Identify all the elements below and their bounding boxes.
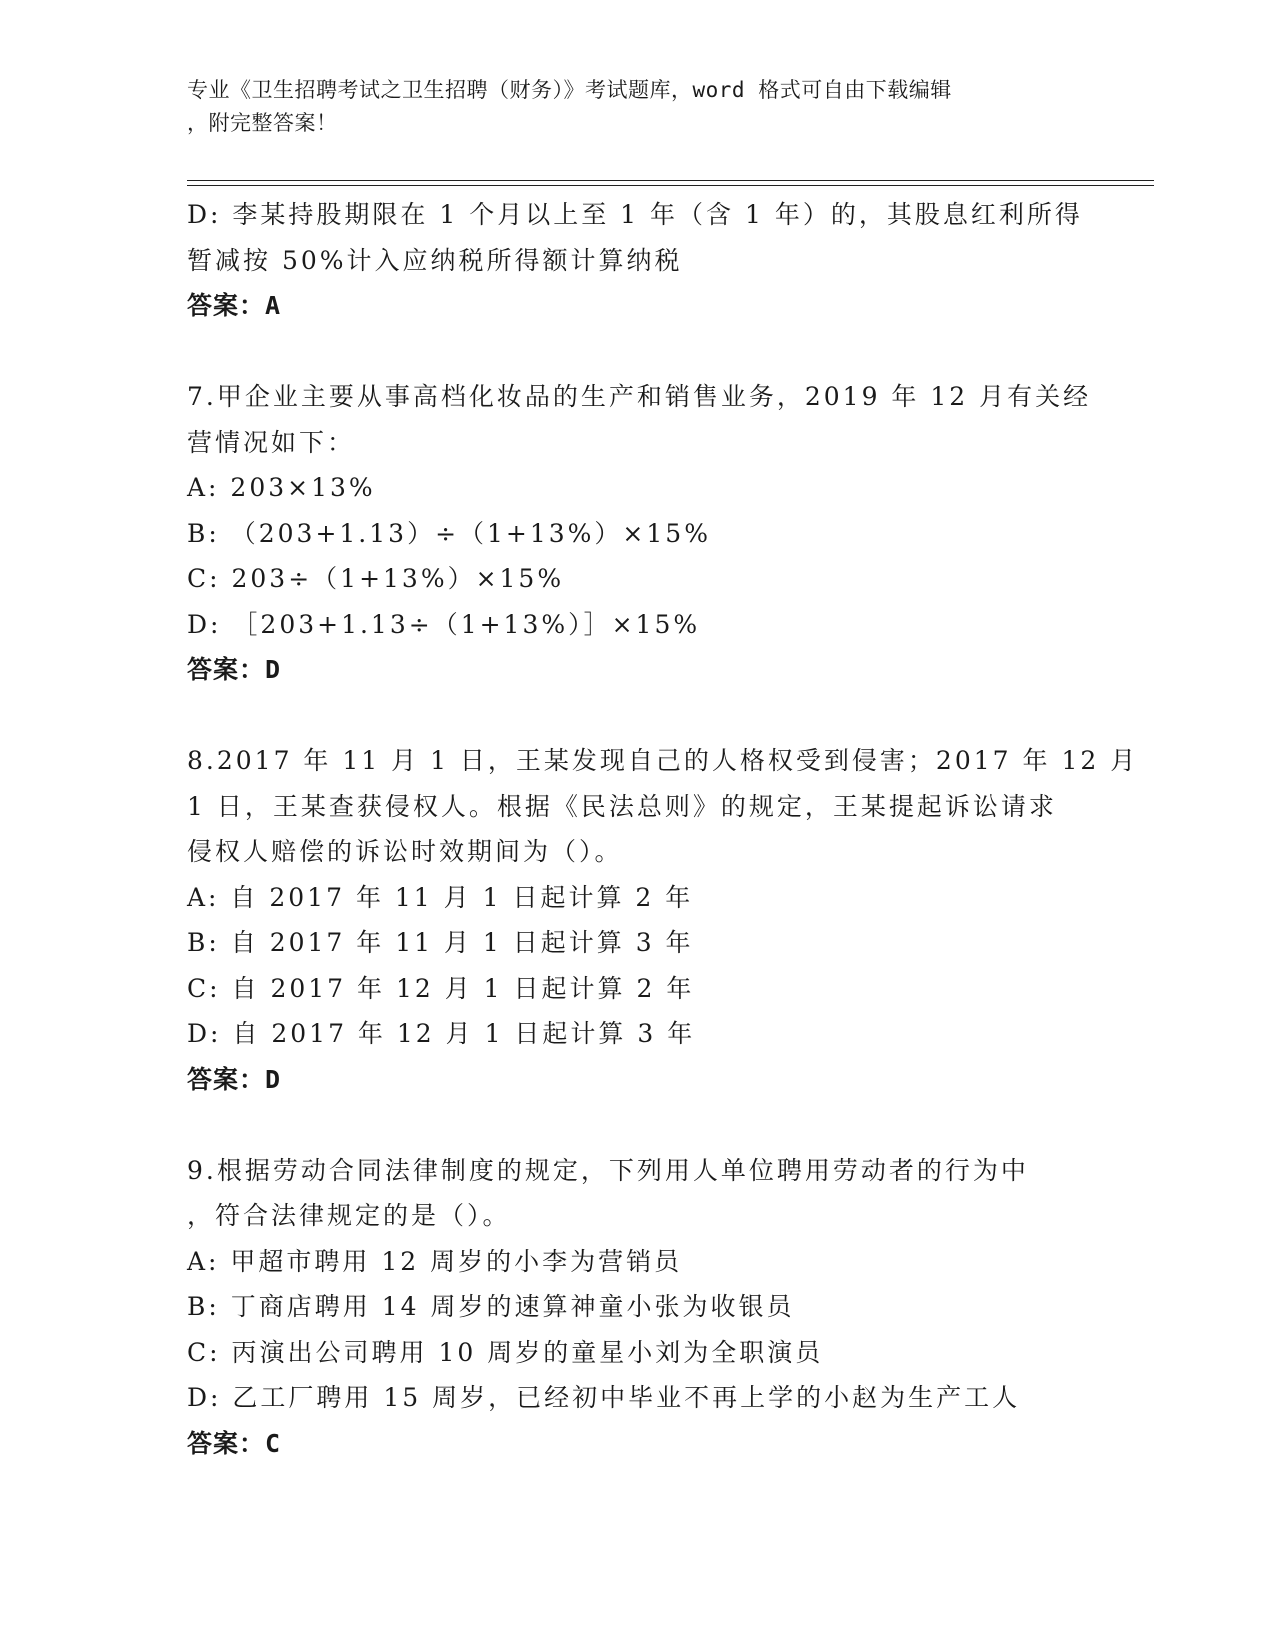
option-b: B: 自 2017 年 11 月 1 日起计算 3 年	[187, 928, 694, 957]
question-stem-line-2: ，符合法律规定的是（）。	[187, 1201, 511, 1230]
question-9	[187, 1148, 1087, 1467]
question-stem-line-1: 7.甲企业主要从事高档化妆品的生产和销售业务，2019 年 12 月有关经	[187, 382, 1092, 411]
answer-label: 答案：D	[187, 1064, 282, 1094]
option-d: D: ［203+1.13÷（1+13%）］×15%	[187, 609, 701, 639]
answer-label: 答案：A	[187, 291, 282, 320]
question-stem-line-2: 1 日，王某查获侵权人。根据《民法总则》的规定，王某提起诉讼请求	[187, 791, 1057, 821]
header-line-2: ，附完整答案！	[187, 111, 338, 135]
option-c: C: 自 2017 年 12 月 1 日起计算 2 年	[187, 973, 695, 1003]
spacer	[187, 329, 1087, 375]
question-content	[187, 192, 1139, 1466]
option-d: D: 乙工厂聘用 15 周岁，已经初中毕业不再上学的小赵为生产工人	[187, 1383, 1021, 1412]
question-stem-line-1: 8.2017 年 11 月 1 日，王某发现自己的人格权受到侵害；2017 年 12 月	[187, 746, 1139, 775]
option-b: B: （203+1.13）÷（1+13%）×15%	[187, 518, 711, 548]
option-b: B: 丁商店聘用 14 周岁的速算神童小张为收银员	[187, 1292, 795, 1321]
header-rule-top	[187, 180, 1154, 181]
question-6	[187, 192, 1087, 329]
spacer	[187, 1102, 1087, 1148]
option-d: D: 自 2017 年 12 月 1 日起计算 3 年	[187, 1019, 696, 1048]
option-a: A: 203×13%	[187, 473, 376, 502]
spacer	[187, 693, 1087, 739]
question-8	[187, 738, 1139, 1102]
option-c: C: 丙演出公司聘用 10 周岁的童星小刘为全职演员	[187, 1337, 824, 1367]
option-d-line-2: 暂减按 50%计入应纳税所得额计算纳税	[187, 245, 683, 275]
question-stem-line-2: 营情况如下：	[187, 427, 356, 457]
option-c: C: 203÷（1+13%）×15%	[187, 564, 565, 593]
answer-label: 答案：C	[187, 1428, 282, 1458]
header-rule-bottom	[187, 185, 1154, 186]
question-stem-line-3: 侵权人赔偿的诉讼时效期间为（）。	[187, 837, 623, 866]
question-stem-line-1: 9.根据劳动合同法律制度的规定，下列用人单位聘用劳动者的行为中	[187, 1155, 1029, 1185]
header-line-1: 专业《卫生招聘考试之卫生招聘（财务）》考试题库，word 格式可自由下载编辑	[187, 78, 952, 102]
question-7	[187, 374, 1092, 693]
option-d-line-1: D: 李某持股期限在 1 个月以上至 1 年（含 1 年）的，其股息红利所得	[187, 200, 1083, 229]
option-a: A: 自 2017 年 11 月 1 日起计算 2 年	[187, 882, 694, 912]
answer-label: 答案：D	[187, 655, 282, 684]
page-header	[187, 74, 1087, 140]
option-a: A: 甲超市聘用 12 周岁的小李为营销员	[187, 1246, 683, 1276]
